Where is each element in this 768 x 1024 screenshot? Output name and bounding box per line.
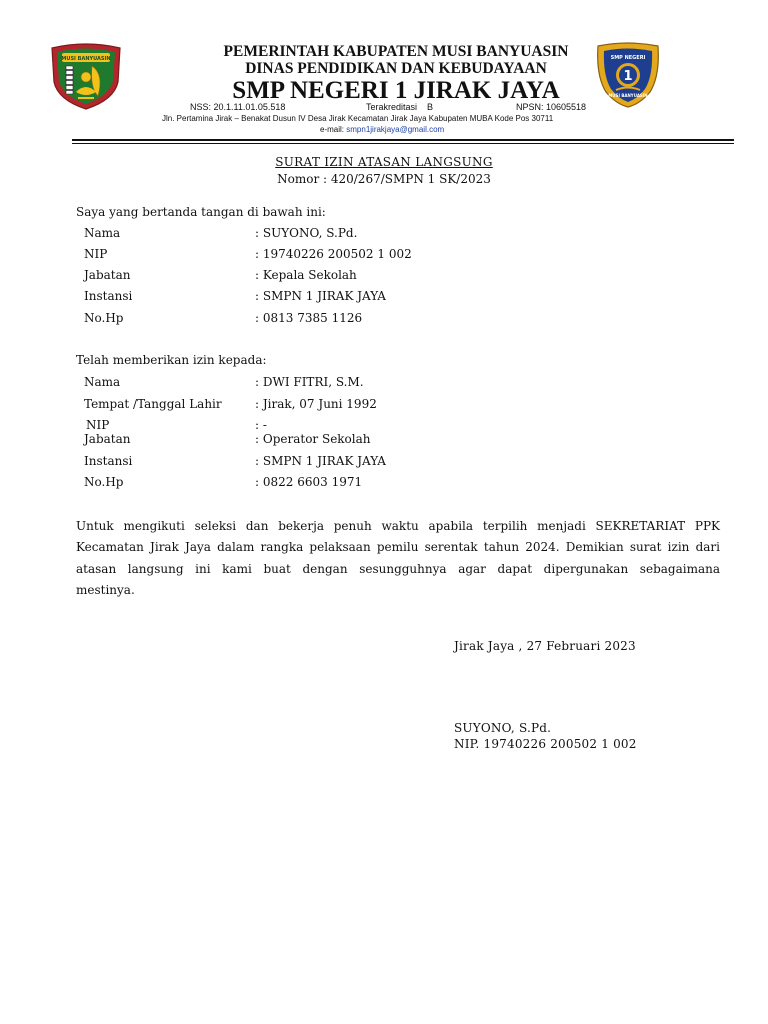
school-logo	[594, 42, 662, 108]
recipient-label: NIP	[86, 418, 110, 432]
header-divider-thick	[72, 139, 734, 141]
recipient-label: Tempat /Tanggal Lahir	[84, 397, 222, 411]
body-line: atasan langsung ini kami buat dengan sesungguhnya agar dapat dipergunakan sebagaimana	[76, 561, 720, 576]
signer-label: Instansi	[84, 289, 133, 303]
recipient-label: Instansi	[84, 454, 133, 468]
email-link[interactable]: smpn1jirakjaya@gmail.com	[346, 125, 445, 134]
recipient-value: : SMPN 1 JIRAK JAYA	[255, 454, 386, 468]
svg-text:1: 1	[623, 69, 633, 84]
signer-label: NIP	[84, 247, 108, 261]
svg-text:MUSI BANYUASIN: MUSI BANYUASIN	[608, 93, 648, 98]
letter-title: SURAT IZIN ATASAN LANGSUNG	[275, 155, 493, 169]
government-line: PEMERINTAH KABUPATEN MUSI BANYUASIN	[223, 43, 569, 60]
recipient-label: Jabatan	[84, 432, 131, 446]
email-label: e-mail:	[320, 125, 345, 134]
body-line: Untuk mengikuti seleksi dan bekerja penuh waktu apabila terpilih menjadi SEKRETARIAT PPK	[76, 519, 720, 533]
signer-nip: NIP. 19740226 200502 1 002	[454, 737, 637, 751]
npsn-number: NPSN: 10605518	[516, 102, 587, 112]
signer-value: : Kepala Sekolah	[255, 268, 357, 282]
department-line: DINAS PENDIDIKAN DAN KEBUDAYAAN	[245, 60, 547, 77]
email-row	[320, 126, 444, 134]
letter-number: Nomor : 420/267/SMPN 1 SK/2023	[277, 172, 491, 186]
body-line: mestinya.	[76, 583, 135, 598]
school-address: Jln. Pertamina Jirak – Benakat Dusun IV Desa Jirak Kecamatan Jirak Jaya Kabupaten MUBA Kode Pos 30711	[162, 114, 554, 123]
signer-label: Jabatan	[84, 268, 131, 282]
signer-label: No.Hp	[84, 311, 124, 325]
recipient-value: : -	[255, 418, 267, 432]
signer-value: : 19740226 200502 1 002	[255, 247, 412, 261]
place-date: Jirak Jaya , 27 Februari 2023	[454, 639, 636, 653]
recipient-value: : Operator Sekolah	[255, 432, 371, 446]
signer-value: : 0813 7385 1126	[255, 311, 363, 325]
signer-value: : SMPN 1 JIRAK JAYA	[255, 289, 386, 303]
recipient-label: Nama	[84, 375, 121, 389]
school-name: SMP NEGERI 1 JIRAK JAYA	[232, 77, 560, 104]
body-line: Kecamatan Jirak Jaya dalam rangka pelaksaan pemilu serentak tahun 2024. Demikian surat izin dari	[76, 540, 720, 555]
recipient-value: : DWI FITRI, S.M.	[255, 375, 364, 389]
header-divider-thin	[72, 143, 734, 144]
body-paragraph	[76, 516, 720, 602]
signer-label: Nama	[84, 226, 121, 240]
accreditation-status: Terakreditasi B	[366, 102, 434, 112]
signer-name: SUYONO, S.Pd.	[454, 721, 552, 735]
svg-text:MUSI BANYUASIN: MUSI BANYUASIN	[61, 56, 111, 62]
signer-value: : SUYONO, S.Pd.	[255, 226, 358, 240]
recipient-value: : Jirak, 07 Juni 1992	[255, 397, 377, 411]
signer-intro: Saya yang bertanda tangan di bawah ini:	[76, 205, 326, 219]
recipient-intro: Telah memberikan izin kepada:	[76, 353, 267, 367]
recipient-label: No.Hp	[84, 475, 124, 489]
svg-text:SMP NEGERI: SMP NEGERI	[610, 55, 646, 61]
nss-number: NSS: 20.1.11.01.05.518	[190, 102, 286, 112]
recipient-value: : 0822 6603 1971	[255, 475, 363, 489]
